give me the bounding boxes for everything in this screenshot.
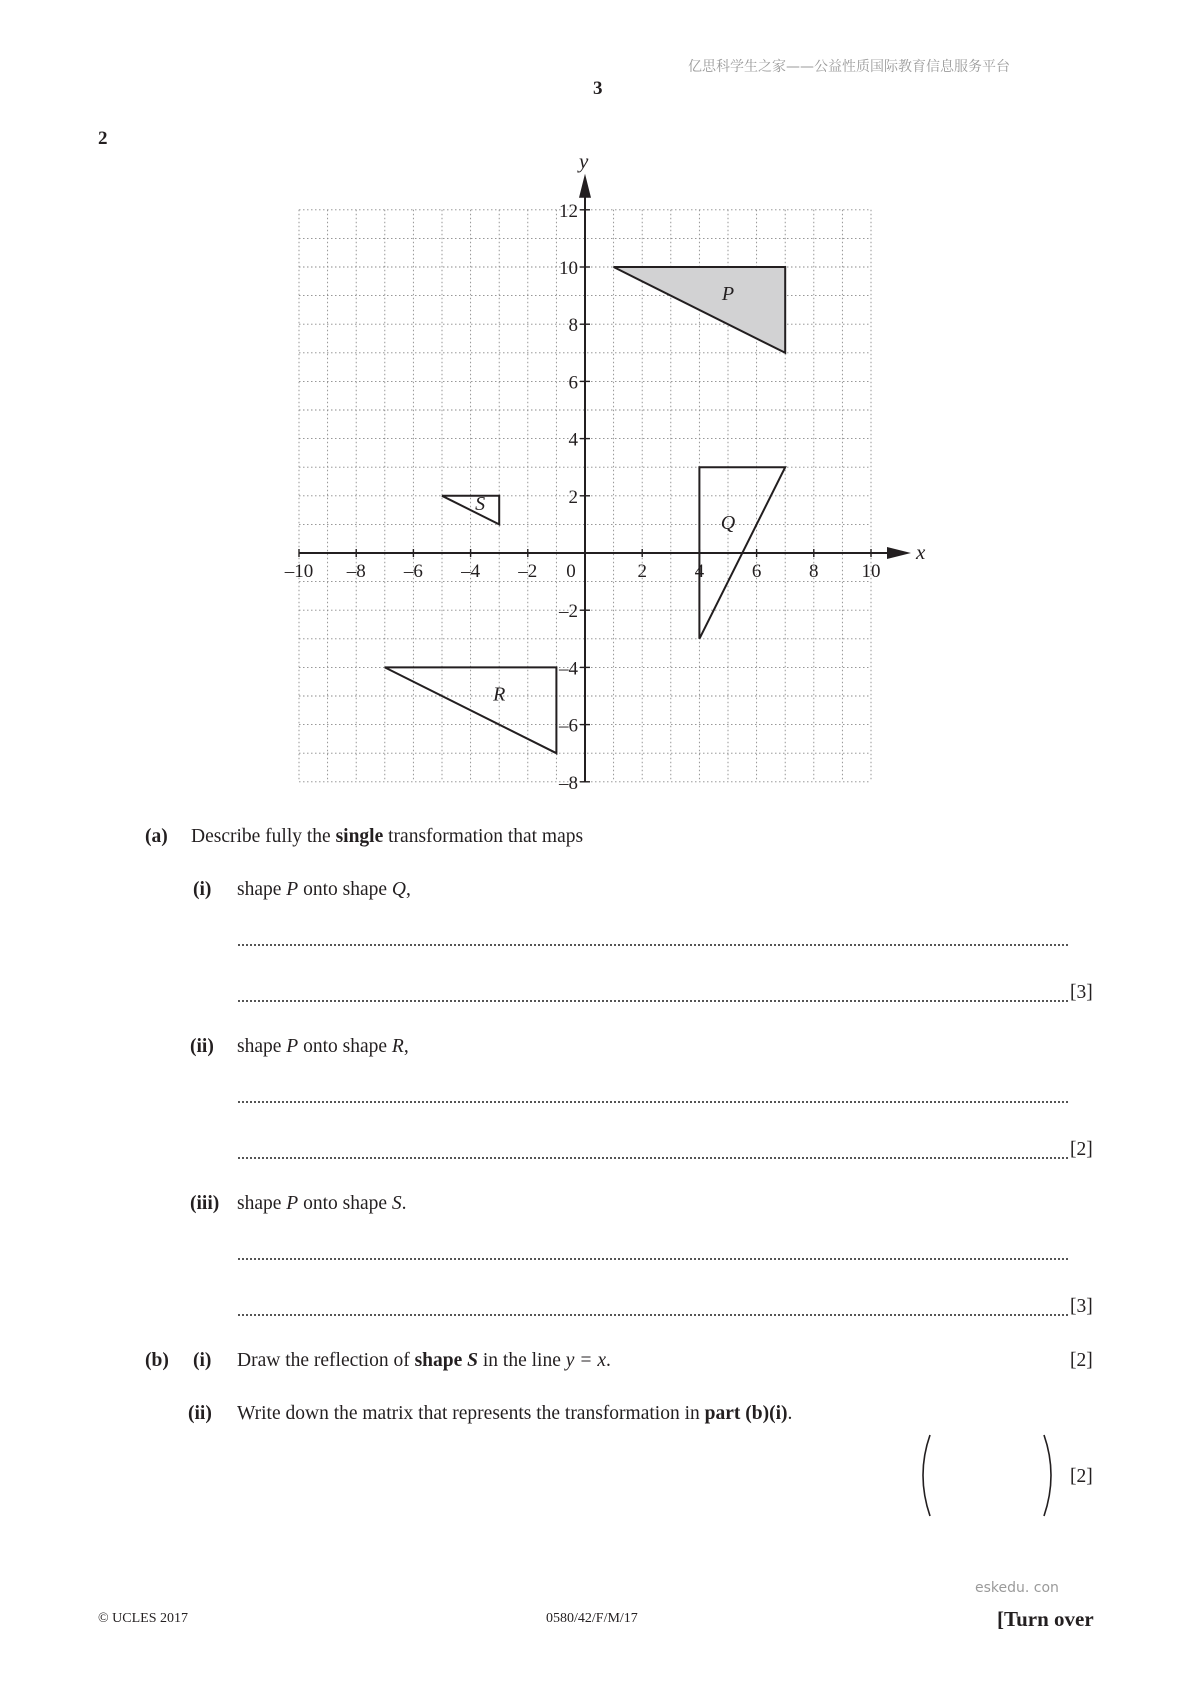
coordinate-grid	[0, 0, 1191, 800]
shape-label-p: P	[721, 283, 735, 306]
x-tick-label: –6	[403, 561, 423, 582]
x-axis-arrow	[887, 547, 911, 559]
answer-line[interactable]	[238, 1258, 1068, 1260]
copyright: © UCLES 2017	[98, 1611, 188, 1626]
marks: [2]	[1070, 1139, 1093, 1160]
part-b-i-text: Draw the reflection of shape S in the line y = x.	[237, 1350, 611, 1371]
question-number: 2	[98, 128, 108, 149]
part-a-i-label: (i)	[193, 879, 212, 900]
y-tick-label: 12	[559, 200, 578, 222]
turn-over: [Turn over	[997, 1607, 1094, 1631]
y-tick-label: –4	[559, 658, 578, 680]
answer-line[interactable]	[238, 1101, 1068, 1103]
part-a-i-text: shape P onto shape Q,	[237, 879, 411, 900]
part-b-i-label: (i)	[193, 1350, 212, 1371]
paper-code: 0580/42/F/M/17	[546, 1611, 638, 1626]
shape-p	[614, 267, 786, 353]
x-tick-label: –2	[518, 561, 538, 582]
part-b-label: (b)	[145, 1350, 169, 1371]
answer-line[interactable]	[238, 1157, 1068, 1159]
y-tick-label: 4	[568, 429, 578, 451]
x-axis-label: x	[916, 540, 926, 564]
shape-s	[442, 496, 499, 525]
marks: [3]	[1070, 982, 1093, 1003]
y-tick-label: 8	[568, 315, 578, 337]
y-tick-label: 6	[568, 372, 578, 394]
shape-label-r: R	[493, 683, 506, 706]
x-tick-label: 2	[637, 561, 647, 582]
watermark-text: 亿思科学生之家——公益性质国际教育信息服务平台	[688, 59, 1010, 75]
y-tick-label: –6	[559, 715, 578, 737]
answer-line[interactable]	[238, 1314, 1068, 1316]
y-tick-label: 2	[568, 486, 578, 508]
answer-line[interactable]	[238, 1000, 1068, 1002]
marks: [3]	[1070, 1296, 1093, 1317]
y-tick-label: –8	[559, 772, 578, 794]
matrix-answer-bracket[interactable]	[918, 1432, 1058, 1522]
part-b-ii-label: (ii)	[188, 1403, 212, 1424]
x-tick-label: 0	[566, 561, 576, 582]
y-axis-label: y	[579, 148, 589, 173]
part-a-label: (a)	[145, 826, 168, 847]
x-tick-label: 10	[861, 561, 881, 582]
x-tick-label: –4	[461, 561, 481, 582]
x-tick-label: 8	[809, 561, 819, 582]
y-axis-arrow	[579, 174, 591, 198]
part-a-ii-text: shape P onto shape R,	[237, 1036, 409, 1057]
shape-label-q: Q	[720, 511, 736, 534]
part-a-iii-text: shape P onto shape S.	[237, 1193, 407, 1214]
part-b-ii-text: Write down the matrix that represents the transformation in part (b)(i).	[237, 1403, 793, 1424]
x-tick-label: 4	[694, 561, 705, 582]
x-tick-label: –8	[346, 561, 366, 582]
page-number: 3	[593, 78, 603, 99]
part-a-ii-label: (ii)	[190, 1036, 214, 1057]
shape-label-s: S	[475, 492, 486, 515]
part-a-intro: Describe fully the single transformation that maps	[191, 826, 584, 847]
answer-line[interactable]	[238, 944, 1068, 946]
part-a-iii-label: (iii)	[190, 1193, 220, 1214]
marks: [2]	[1070, 1466, 1093, 1487]
shape-r	[385, 667, 557, 753]
tick-labels	[284, 201, 881, 794]
axes	[299, 149, 926, 782]
y-tick-label: –2	[559, 601, 578, 623]
y-tick-label: 10	[559, 258, 578, 279]
marks: [2]	[1070, 1350, 1093, 1371]
x-tick-label: 6	[751, 561, 762, 582]
site-watermark: eskedu. con	[975, 1580, 1059, 1596]
x-tick-label: –10	[284, 561, 314, 582]
